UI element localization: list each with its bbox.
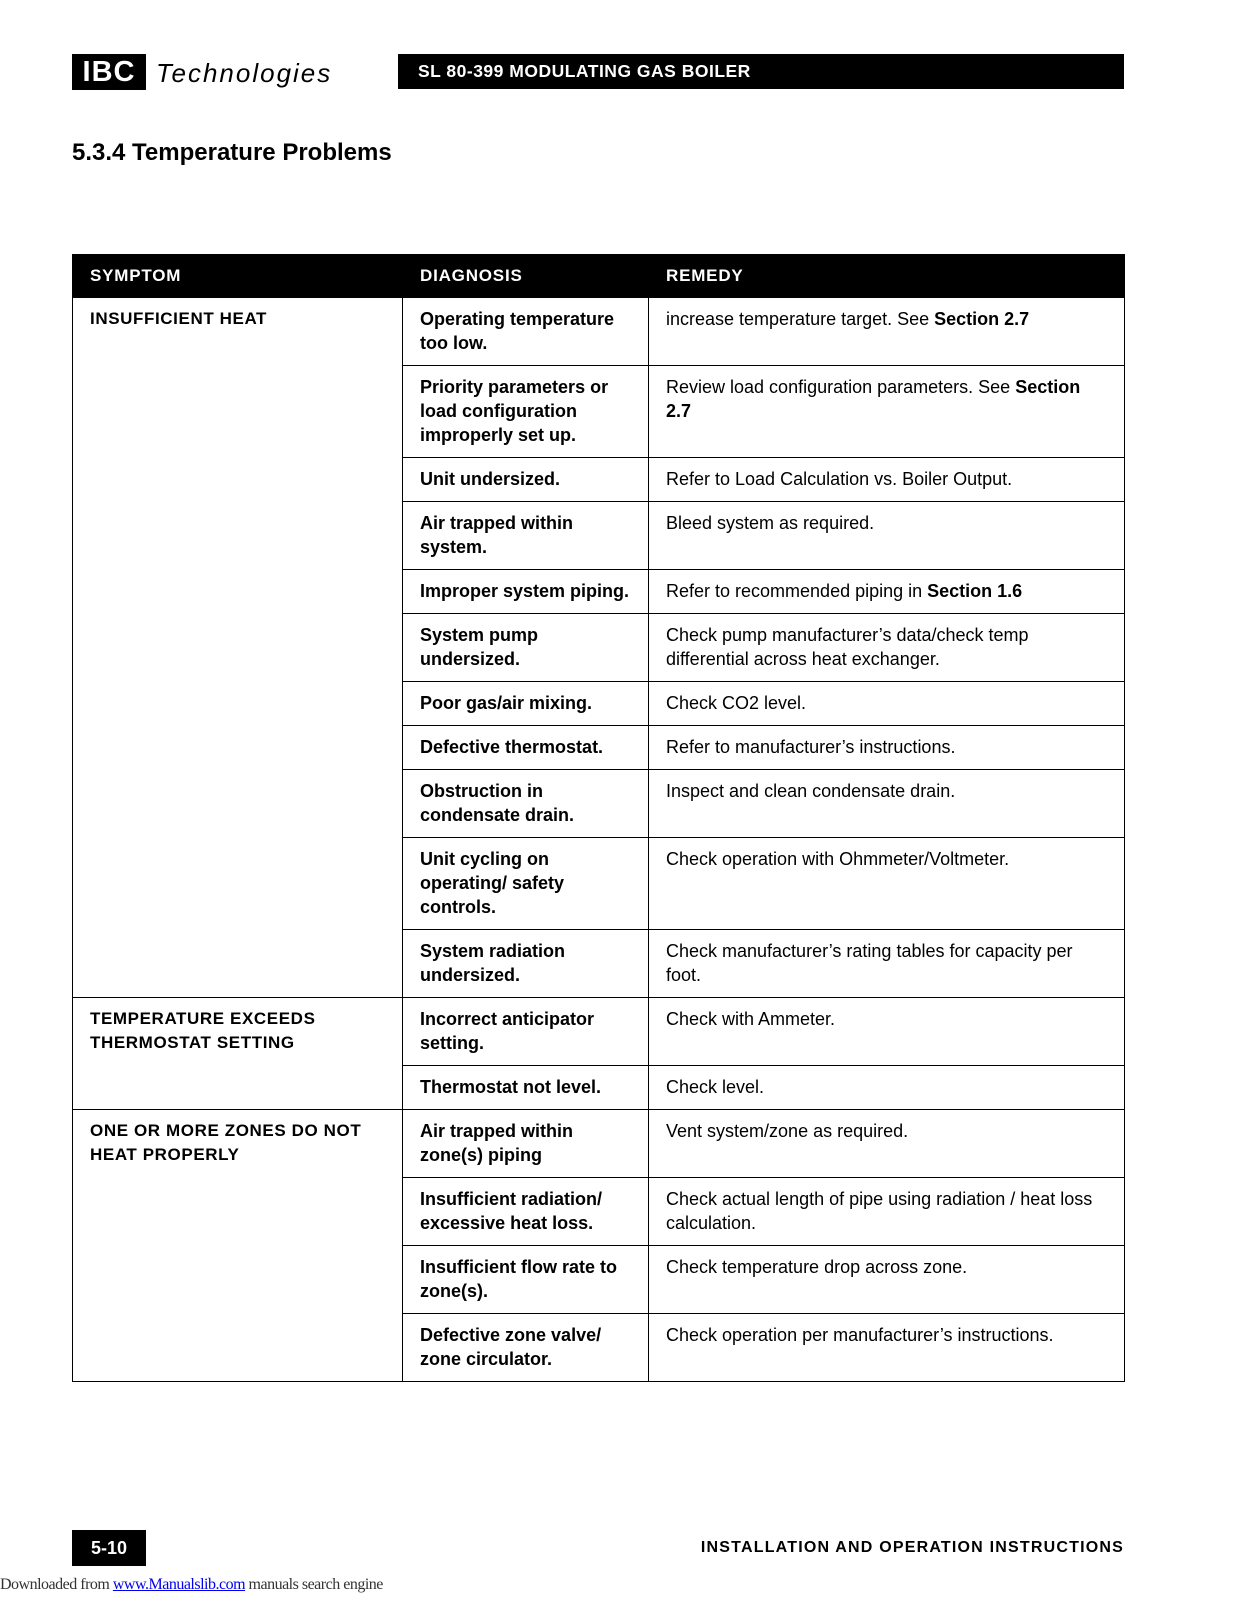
diagnosis-cell: Improper system piping. [403, 570, 649, 614]
remedy-cell [649, 298, 1125, 366]
troubleshooting-table [72, 254, 1125, 1382]
table-row [73, 998, 1125, 1066]
remedy-text: Inspect and clean condensate drain. [666, 781, 956, 801]
remedy-cell [649, 570, 1125, 614]
symptom-column-header: SYMPTOM [73, 255, 403, 298]
diagnosis-cell: Priority parameters or load configuration improperly set up. [403, 366, 649, 458]
diagnosis-cell: Unit cycling on operating/ safety controls. [403, 838, 649, 930]
remedy-cell [649, 614, 1125, 682]
symptom-cell: ONE OR MORE ZONES DO NOT HEAT PROPERLY [73, 1110, 403, 1382]
remedy-text: Refer to manufacturer’s instructions. [666, 737, 956, 757]
page-number: 5-10 [72, 1530, 146, 1566]
remedy-section-reference: Section 1.6 [927, 581, 1023, 601]
remedy-text: Vent system/zone as required. [666, 1121, 909, 1141]
remedy-text: Check level. [666, 1077, 765, 1097]
remedy-cell [649, 1246, 1125, 1314]
remedy-text: Check operation per manufacturer’s instructions. [666, 1325, 1054, 1345]
brand-logo-text: Technologies [156, 58, 333, 88]
remedy-cell [649, 770, 1125, 838]
diagnosis-cell: Air trapped within system. [403, 502, 649, 570]
remedy-cell [649, 502, 1125, 570]
watermark-prefix: Downloaded from [0, 1576, 113, 1593]
remedy-cell [649, 930, 1125, 998]
remedy-cell [649, 1110, 1125, 1178]
diagnosis-cell: Unit undersized. [403, 458, 649, 502]
diagnosis-cell: Poor gas/air mixing. [403, 682, 649, 726]
diagnosis-cell: Defective thermostat. [403, 726, 649, 770]
diagnosis-cell: Operating temperature too low. [403, 298, 649, 366]
remedy-text: Check manufacturer’s rating tables for capacity per foot. [666, 941, 1073, 985]
table-row [73, 298, 1125, 366]
diagnosis-cell: Insufficient flow rate to zone(s). [403, 1246, 649, 1314]
remedy-cell [649, 1178, 1125, 1246]
remedy-text: Check actual length of pipe using radiation / heat loss calculation. [666, 1189, 1093, 1233]
remedy-text: Check pump manufacturer’s data/check temp differential across heat exchanger. [666, 625, 1029, 669]
diagnosis-cell: System pump undersized. [403, 614, 649, 682]
remedy-text: increase temperature target. See [666, 309, 935, 329]
remedy-cell [649, 366, 1125, 458]
diagnosis-cell: Obstruction in condensate drain. [403, 770, 649, 838]
remedy-cell [649, 726, 1125, 770]
remedy-section-reference: Section 2.7 [934, 309, 1030, 329]
remedy-cell [649, 838, 1125, 930]
watermark-link[interactable]: www.Manualslib.com [112, 1576, 246, 1593]
diagnosis-cell: Incorrect anticipator setting. [403, 998, 649, 1066]
section-title: 5.3.4 Temperature Problems [72, 139, 392, 166]
table-body [73, 298, 1125, 1382]
remedy-section-reference: Section 2.7 [666, 377, 1081, 421]
diagnosis-cell: Defective zone valve/ zone circulator. [403, 1314, 649, 1382]
symptom-cell: INSUFFICIENT HEAT [73, 298, 403, 998]
watermark-suffix: manuals search engine [245, 1576, 383, 1593]
remedy-cell [649, 998, 1125, 1066]
diagnosis-cell: Thermostat not level. [403, 1066, 649, 1110]
remedy-text: Check CO2 level. [666, 693, 807, 713]
remedy-text: Refer to Load Calculation vs. Boiler Output. [666, 469, 1013, 489]
download-watermark [0, 1574, 383, 1596]
remedy-column-header: REMEDY [649, 255, 1125, 298]
table-header-row [73, 255, 1125, 298]
diagnosis-column-header: DIAGNOSIS [403, 255, 649, 298]
symptom-cell: TEMPERATURE EXCEEDS THERMOSTAT SETTING [73, 998, 403, 1110]
diagnosis-cell: System radiation undersized. [403, 930, 649, 998]
remedy-text: Refer to recommended piping in [666, 581, 928, 601]
remedy-cell [649, 458, 1125, 502]
remedy-cell [649, 1066, 1125, 1110]
brand-logo-box: IBC [72, 54, 146, 90]
remedy-text: Check temperature drop across zone. [666, 1257, 968, 1277]
diagnosis-cell: Air trapped within zone(s) piping [403, 1110, 649, 1178]
remedy-cell [649, 682, 1125, 726]
diagnosis-cell: Insufficient radiation/ excessive heat loss. [403, 1178, 649, 1246]
document-header-title: SL 80-399 MODULATING GAS BOILER [398, 54, 1124, 89]
remedy-text: Check with Ammeter. [666, 1009, 836, 1029]
remedy-text: Review load configuration parameters. See [666, 377, 1016, 397]
remedy-cell [649, 1314, 1125, 1382]
remedy-text: Check operation with Ohmmeter/Voltmeter. [666, 849, 1010, 869]
footer-title: INSTALLATION AND OPERATION INSTRUCTIONS [700, 1539, 1124, 1556]
table-row [73, 1110, 1125, 1178]
remedy-text: Bleed system as required. [666, 513, 875, 533]
